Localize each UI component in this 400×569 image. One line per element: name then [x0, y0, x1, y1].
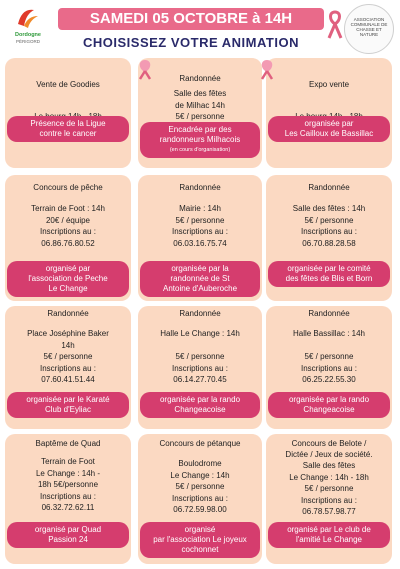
activity-detail-line: 07.60.41.51.44 — [41, 375, 95, 384]
organizer-line: organisée par la rando — [159, 395, 241, 404]
organizer-line: organisée par le Karaté — [26, 395, 110, 404]
organizer-line: Passion 24 — [48, 535, 88, 544]
activity-detail-line: Salle des fêtes — [302, 461, 356, 470]
activity-detail-line: 5€ / personne — [304, 215, 354, 225]
organizer-line: Changeacoise — [303, 405, 355, 414]
dordogne-logo-mark — [14, 6, 40, 30]
activity-details — [9, 456, 127, 514]
pink-ribbon-icon — [256, 58, 278, 80]
organizer-line: Présence de la Ligue — [30, 119, 106, 128]
activity-detail-line: 06.70.88.28.58 — [302, 238, 356, 248]
activity-card — [266, 306, 392, 429]
activity-title: Concours de Belote / — [291, 439, 367, 448]
page-title: SAMEDI 05 OCTOBRE à 14H — [58, 8, 324, 30]
activity-card — [266, 58, 392, 168]
activity-card — [266, 175, 392, 301]
organizer-line: organisée par la rando — [288, 395, 370, 404]
activity-title: Concours de pêche — [33, 183, 103, 192]
association-logo-text: ASSOCIATION COMMUNALE DE CHASSE ET NATURE — [350, 17, 388, 37]
activity-detail-line: Salle des fêtes — [173, 89, 227, 98]
organizer-line: Antoine d'Auberoche — [162, 284, 238, 293]
organizer-line: Club d'Eyliac — [45, 405, 91, 414]
activity-details — [9, 328, 127, 386]
activity-details — [9, 203, 127, 249]
activity-detail-line: 06.78.57.98.77 — [302, 507, 356, 516]
activity-card — [138, 306, 262, 429]
activity-card — [5, 175, 131, 301]
activity-detail-line: Salle des fêtes : 14h — [292, 204, 366, 213]
activity-detail-line: 06.86.76.80.52 — [41, 238, 95, 248]
activity-card — [138, 175, 262, 301]
organizer-line: randonnée de St — [170, 274, 230, 283]
organizer-badge — [7, 522, 129, 548]
organizer-line: Les Cailloux de Bassillac — [284, 129, 374, 138]
organizer-line: organisé — [184, 525, 216, 534]
activity-detail-line: 06.25.22.55.30 — [302, 375, 356, 384]
activity-detail-line: 06.14.27.70.45 — [173, 375, 227, 384]
organizer-line: organisé par Le club de — [287, 525, 371, 534]
activity-detail-line: 5€ / personne — [175, 482, 225, 491]
organizer-line: organisée par — [304, 119, 354, 128]
organizer-line: organisé par Quad — [34, 525, 102, 534]
activity-detail-line: 5€ / personne — [175, 112, 225, 121]
activity-title: Randonnée — [179, 74, 221, 83]
activity-details — [142, 458, 258, 516]
organizer-line: organisée par la — [171, 264, 229, 273]
organizer-line: cochonnet — [181, 545, 219, 554]
organizer-line: randonneurs Milhacois — [159, 135, 241, 144]
activity-detail-line — [142, 340, 258, 352]
pink-ribbon-icon — [134, 58, 156, 80]
logo-left-line2: PÉRIGORD — [15, 39, 40, 44]
activity-title: Expo vente — [308, 80, 350, 89]
activity-card — [5, 58, 131, 168]
activity-card — [138, 58, 262, 168]
activity-detail-line: Inscriptions au : — [300, 227, 358, 236]
activity-detail-line: Inscriptions au : — [171, 227, 229, 236]
activity-title: Randonnée — [308, 183, 350, 192]
activity-details — [270, 328, 388, 386]
activity-detail-line: 20€ / équipe — [45, 215, 91, 225]
activity-detail-line: Inscriptions au : — [39, 227, 97, 236]
activity-detail-line: 5€ / personne — [175, 215, 225, 225]
activity-card — [266, 434, 392, 564]
activity-details — [270, 460, 388, 518]
organizer-note: (en cours d'organisation) — [169, 147, 231, 153]
organizer-badge — [7, 116, 129, 142]
activity-detail-line: Inscriptions au : — [300, 363, 358, 373]
activity-detail-line: Inscriptions au : — [39, 363, 97, 373]
activity-title: Randonnée — [179, 309, 221, 318]
activity-details — [142, 88, 258, 123]
activity-card — [5, 434, 131, 564]
organizer-line: Encadrée par des — [168, 125, 232, 134]
activity-detail-line: 5€ / personne — [304, 352, 354, 361]
activity-detail-line: 06.72.59.98.00 — [173, 505, 227, 514]
organizer-badge — [140, 261, 260, 297]
activity-detail-line: Le Change : 14h — [170, 470, 230, 480]
activity-detail-line: 5€ / personne — [304, 484, 354, 493]
organizer-line: l'amitié Le Change — [295, 535, 362, 544]
activity-detail-line: Terrain de Foot : 14h — [31, 204, 105, 213]
activity-detail-line: 06.32.72.62.11 — [41, 503, 95, 512]
activity-card — [5, 306, 131, 429]
activity-detail-line: Terrain de Foot — [41, 457, 95, 466]
activity-detail-line: Halle Bassillac : 14h — [292, 329, 366, 338]
activity-detail-line: Halle Le Change : 14h — [160, 329, 240, 338]
activity-detail-line: Le Change : 14h - 18h — [289, 472, 369, 482]
organizer-line: Changeacoise — [174, 405, 226, 414]
organizer-badge — [268, 261, 390, 287]
organizer-line: par l'association Le joyeux — [153, 535, 247, 544]
dordogne-logo — [6, 6, 50, 50]
activity-title: Baptême de Quad — [35, 439, 101, 448]
organizer-badge — [7, 392, 129, 418]
organizer-line: l'association de Peche — [28, 274, 108, 283]
page-subtitle: CHOISISSEZ VOTRE ANIMATION — [83, 35, 299, 50]
activity-detail-line: Mairie : 14h — [179, 204, 221, 213]
activity-card — [138, 434, 262, 564]
pink-ribbon-icon — [326, 10, 344, 40]
activity-details — [142, 203, 258, 249]
activity-detail-line: 14h — [61, 340, 75, 350]
activity-detail-line: Place Joséphine Baker — [27, 329, 109, 338]
activity-detail-line: 5€ / personne — [175, 352, 225, 361]
activity-title: Concours de pétanque — [159, 439, 241, 448]
organizer-badge — [268, 116, 390, 142]
activity-title: Randonnée — [308, 309, 350, 318]
organizer-line: des fêtes de Blis et Born — [285, 274, 373, 283]
activity-detail-line: Inscriptions au : — [300, 495, 358, 505]
activity-detail-line: Le Change : 14h - — [35, 468, 101, 478]
activity-detail-line: Inscriptions au : — [39, 491, 97, 501]
activity-details — [142, 328, 258, 386]
activity-detail-line: 5€ / personne — [43, 352, 93, 361]
activity-detail-line: de Milhac 14h — [175, 100, 225, 110]
organizer-line: organisé par — [45, 264, 91, 273]
organizer-line: Le Change — [48, 284, 88, 293]
organizer-badge — [268, 392, 390, 418]
activity-detail-line: 18h 5€/personne — [37, 480, 99, 489]
activity-detail-line: Inscriptions au : — [171, 363, 229, 373]
organizer-badge — [268, 522, 390, 548]
activity-title: Vente de Goodies — [36, 80, 100, 89]
activity-detail-line: Boulodrome — [178, 459, 222, 468]
activity-details — [270, 203, 388, 249]
organizer-badge — [140, 522, 260, 558]
organizer-badge — [7, 261, 129, 297]
organizer-line: contre le cancer — [39, 129, 97, 138]
organizer-badge — [140, 122, 260, 158]
activity-detail-line: Inscriptions au : — [171, 493, 229, 503]
activity-title: Randonnée — [179, 183, 221, 192]
activity-detail-line — [270, 340, 388, 352]
organizer-badge — [140, 392, 260, 418]
logo-left-line1: Dordogne — [15, 32, 41, 38]
activity-title: Randonnée — [47, 309, 89, 318]
activity-detail-line: 06.03.16.75.74 — [173, 238, 227, 248]
association-logo — [344, 4, 394, 54]
organizer-line: organisée par le comité — [287, 264, 371, 273]
activity-title-line2: Dictée / Jeux de société. — [285, 450, 373, 459]
